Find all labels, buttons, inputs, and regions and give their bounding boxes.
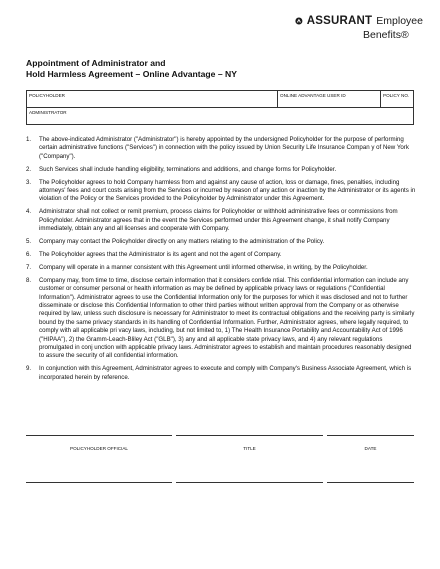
item-text: The Policyholder agrees to hold Company harmless from and against any cause of action, loss or damage, fines, penalties, including attorneys' fees and court costs arising from the Services or incurred by reason of any action or inaction by the Administrator or its agents in violation of the Policy or the Services provided to the Policyholder by Administrator under this Agreement.	[39, 178, 416, 203]
item-text: Company may, from time to time, disclose certain information that it considers confide ntial. This confidential information can include any customer or consumer personal or health information as may be defined by applicable privacy laws or regulations ("Confidential Information"). Administrator agrees to use the Confidential Information only for the purposes for which it was disclosed and not to further disseminate or disclose this Confidential Information to other third parties without written approval from the Company or as otherwise required by law, unless such disclosure is necessary for Administrator to meet its contractual obligations and the receiving party is similarly bound by the same privacy standards in its handling of Confidential Information. Further, Administrator agrees, where legally required, to comply with all applicable pri vacy laws, including, but not limited to, 1) The Health Insurance Portability and Accountability Act of 1996 ("HIPAA"), 2) the Gramm-Leach-Bliley Act ("GLB"), 3) any and all applicable state privacy laws, and 4) any relevant regulations promulgated in conj unction with applicable privacy laws. Administrator agrees to establish and maintain procedures reasonably designed to assure the security of all confidential information.	[39, 276, 415, 360]
policy-no-field[interactable]	[381, 91, 414, 108]
user-id-field[interactable]	[278, 91, 381, 108]
item-text: Company may contact the Policyholder directly on any matters relating to the administration of the Policy.	[39, 238, 325, 246]
title-line-1: Appointment of Administrator and	[26, 58, 166, 68]
document-title	[26, 58, 237, 80]
item-text: Company will operate in a manner consistent with this Agreement until informed otherwise, in writing, by the Policyholder.	[39, 263, 368, 271]
item-number: 1.	[26, 136, 32, 143]
item-number: 5.	[26, 238, 32, 246]
list-item	[26, 365, 416, 382]
policyholder-label: POLICYHOLDER	[29, 92, 65, 98]
administrator-label: ADMINISTRATOR	[29, 109, 67, 115]
date-signature-line[interactable]	[327, 435, 414, 436]
list-item	[26, 264, 416, 272]
administrator-field[interactable]	[27, 108, 414, 125]
item-text: Administrator shall not collect or remit premium, process claims for Policyholder or withhold administrative fees or commissions from Policyholder. Administrator agrees that in the event the Services performed under this Agreement change, it shall notify Company immediately, obtain any and all licenses and cooperate with Company.	[39, 208, 398, 233]
item-number: 7.	[26, 263, 32, 271]
item-number: 9.	[26, 365, 32, 373]
policyholder-official-signature-line[interactable]	[26, 435, 172, 436]
item-number: 8.	[26, 276, 32, 284]
list-item	[26, 251, 416, 259]
title-signature-line[interactable]	[176, 435, 323, 436]
list-item	[26, 277, 416, 361]
item-number: 6.	[26, 250, 32, 258]
assurant-logo-mark-icon	[295, 14, 303, 28]
date-signature-line-2[interactable]	[327, 482, 414, 483]
item-text: Such Services shall include handling eligibility, terminations and additions, and change forms for Policyholder.	[39, 165, 337, 173]
list-item	[26, 208, 416, 233]
agreement-list	[26, 136, 416, 387]
logo-brand-text: ASSURANT	[306, 15, 373, 27]
list-item	[26, 238, 416, 246]
title-line-2: Hold Harmless Agreement – Online Advantage – NY	[26, 69, 237, 79]
policy-no-label: POLICY NO.	[383, 92, 410, 98]
assurant-logo	[295, 14, 423, 44]
policyholder-field[interactable]	[27, 91, 278, 108]
user-id-label: ONLINE ADVANTAGE USER ID	[280, 92, 346, 98]
item-number: 4.	[26, 208, 32, 216]
policyholder-official-signature-line-2[interactable]	[26, 482, 172, 483]
logo-subtitle-2: Benefits®	[363, 29, 409, 41]
title-signature-line-2[interactable]	[176, 482, 323, 483]
logo-subtitle-1: Employee	[376, 15, 423, 27]
item-number: 3.	[26, 178, 32, 186]
list-item	[26, 136, 416, 161]
title-label: TITLE	[243, 446, 256, 451]
policyholder-official-label: POLICYHOLDER OFFICIAL	[70, 446, 128, 451]
item-text: In conjunction with this Agreement, Administrator agrees to execute and comply with Company's Business Associate Agreement, which is incorporated herein by reference.	[39, 365, 412, 381]
item-text: The Policyholder agrees that the Administrator is its agent and not the agent of Company.	[39, 250, 282, 258]
date-label: DATE	[364, 446, 377, 451]
header-form	[26, 90, 414, 125]
list-item	[26, 179, 416, 204]
list-item	[26, 166, 416, 174]
item-number: 2.	[26, 165, 32, 173]
item-text: The above-indicated Administrator ("Administrator") is hereby appointed by the undersigned Policyholder for the purpose of performing certain administrative functions ("Services") in connection with the policy issued by Union Security Life Insurance Compan y of New York ("Company").	[39, 136, 409, 160]
